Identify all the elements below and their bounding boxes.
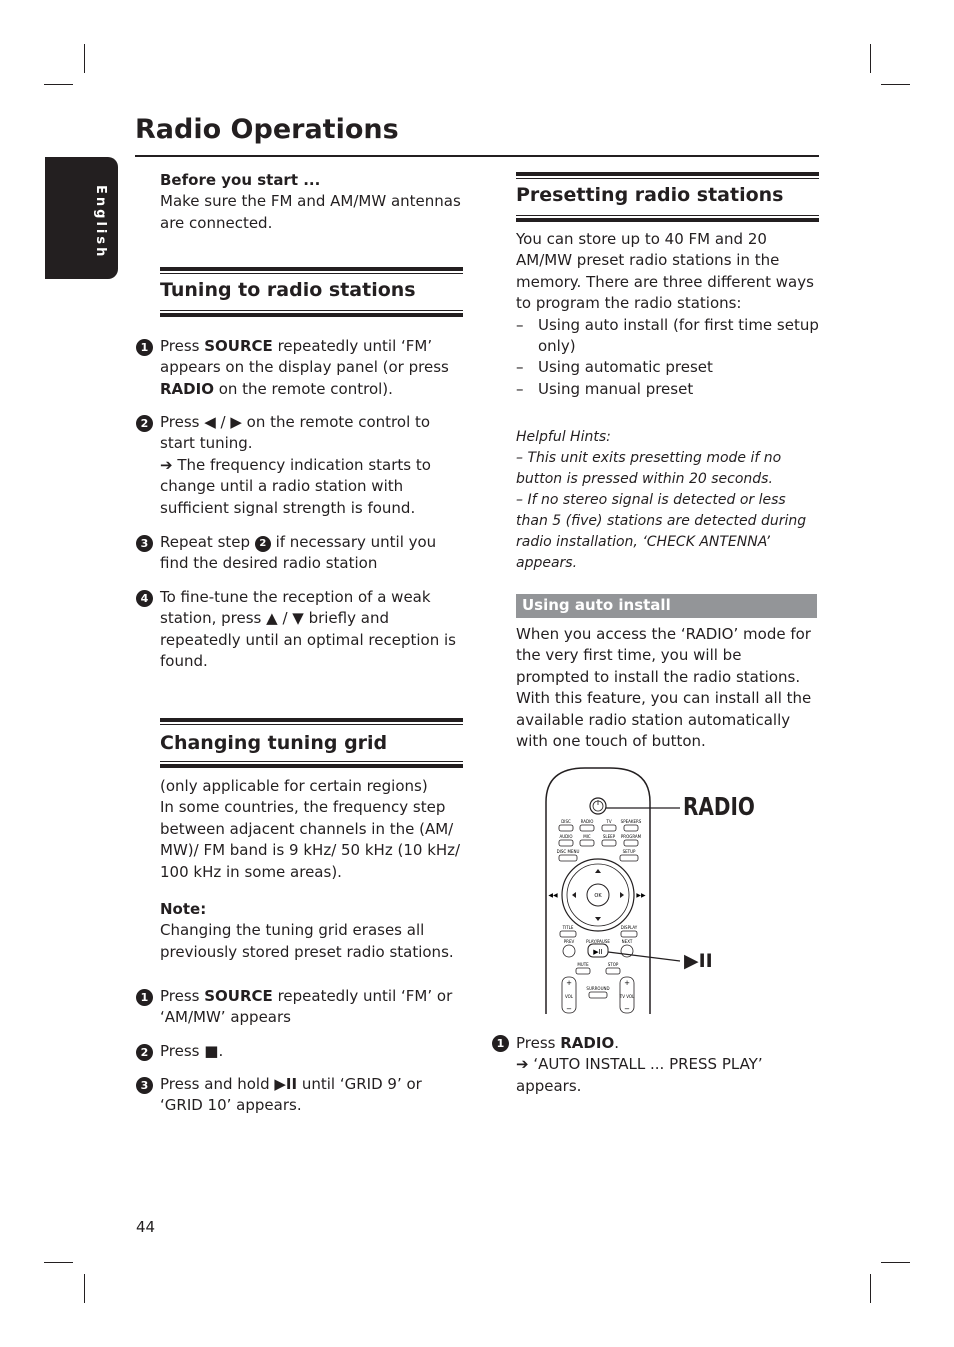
step-number: 1 bbox=[492, 1035, 509, 1052]
remote-label: PREV bbox=[563, 939, 575, 944]
crop-mark bbox=[881, 84, 910, 85]
list-item: – Using automatic preset bbox=[516, 357, 819, 378]
remote-label: TV VOL bbox=[619, 994, 635, 999]
language-label: English bbox=[93, 185, 108, 260]
stop-icon: ■ bbox=[204, 1042, 219, 1060]
crop-mark bbox=[870, 44, 871, 73]
presetting-section-header bbox=[516, 172, 819, 222]
remote-label: PROGRAM bbox=[620, 834, 642, 839]
play-pause-icon: ▶II bbox=[274, 1075, 298, 1093]
svg-text:▶II: ▶II bbox=[593, 948, 603, 956]
remote-label: DISC MENU bbox=[556, 849, 580, 854]
step-number: 2 bbox=[136, 1044, 153, 1061]
step-number: 1 bbox=[136, 339, 153, 356]
svg-text:◀◀: ◀◀ bbox=[548, 892, 558, 899]
tuning-step-4: To fine-tune the reception of a weak station, press ▲ / ▼ briefly and repeatedly until an optimal reception is found. bbox=[160, 588, 456, 671]
remote-label: NEXT bbox=[621, 939, 633, 944]
remote-label: MIC bbox=[583, 834, 591, 839]
step-number: 4 bbox=[136, 590, 153, 607]
note-text: Changing the tuning grid erases all previously stored preset radio stations. bbox=[160, 921, 454, 961]
title-rule bbox=[135, 155, 819, 157]
step-ref-icon: 2 bbox=[255, 536, 271, 552]
ok-label: OK bbox=[594, 893, 602, 899]
note-label: Note: bbox=[160, 900, 207, 919]
step-number: 3 bbox=[136, 535, 153, 552]
remote-label: SLEEP bbox=[602, 834, 616, 839]
grid-intro-block: (only applicable for certain regions) In some countries, the frequency step between adjacent channels in the (AM/ MW)/ FM band is 9 kHz/ 50 kHz (10 kHz/ 100 kHz in some areas). Note: Changing the tuning grid erases all previously stored preset radio stations. bbox=[160, 776, 465, 963]
step-number: 3 bbox=[136, 1077, 153, 1094]
remote-label: DISPLAY bbox=[620, 925, 638, 930]
svg-text:+: + bbox=[624, 979, 630, 987]
crop-mark bbox=[881, 1262, 910, 1263]
remote-label: TITLE bbox=[562, 925, 574, 930]
grid-step-3: Press and hold ▶II until ‘GRID 9’ or ‘GRID 10’ appears. bbox=[160, 1075, 422, 1115]
arrow-right-icon: ➔ bbox=[160, 455, 178, 474]
language-tab bbox=[45, 157, 118, 279]
tuning-step-1: Press SOURCE repeatedly until ‘FM’ appears on the display panel (or press RADIO on the remote control). bbox=[160, 337, 449, 398]
tuning-step-2: Press ◀ / ▶ on the remote control to start tuning. ➔ The frequency indication starts to change until a radio station with sufficient signal strength is found. bbox=[160, 413, 431, 517]
presetting-heading: Presetting radio stations bbox=[516, 184, 784, 206]
before-start-text: Make sure the FM and AM/MW antennas are connected. bbox=[160, 192, 461, 232]
tuning-step-3: Repeat step 2 if necessary until you find the desired radio station bbox=[160, 533, 437, 573]
auto-install-subheading: Using auto install bbox=[516, 594, 817, 618]
page-title: Radio Operations bbox=[135, 114, 399, 145]
crop-mark bbox=[870, 1274, 871, 1303]
remote-label: DISC bbox=[561, 819, 571, 824]
remote-label: MUTE bbox=[577, 962, 589, 967]
auto-install-text: When you access the ‘RADIO’ mode for the very first time, you will be prompted to install the radio stations. With this feature, you can install all the available radio station automatically with one touch of button. bbox=[516, 625, 812, 751]
svg-text:▶▶: ▶▶ bbox=[636, 892, 646, 899]
tuning-heading: Tuning to radio stations bbox=[160, 279, 416, 301]
presetting-list bbox=[516, 315, 819, 401]
before-start-heading: Before you start ... bbox=[160, 171, 321, 189]
step-number: 2 bbox=[136, 415, 153, 432]
list-item: – Using manual preset bbox=[516, 379, 819, 400]
remote-label: RADIO bbox=[580, 819, 594, 824]
crop-mark bbox=[84, 1274, 85, 1303]
list-item: – Using auto install (for first time setup only) bbox=[516, 315, 819, 358]
before-start-block bbox=[160, 170, 465, 234]
tuning-section-header bbox=[160, 267, 463, 317]
radio-callout-label: RADIO bbox=[683, 792, 755, 821]
remote-label: SETUP bbox=[622, 849, 636, 854]
svg-text:+: + bbox=[566, 979, 572, 987]
play-pause-callout-icon: ▶II bbox=[684, 950, 713, 972]
presetting-block: You can store up to 40 FM and 20 AM/MW preset radio stations in the memory. There are three different ways to program the radio stations: – Using auto install (for first time setup only) – Using automatic preset – Using manual preset bbox=[516, 229, 819, 400]
arrow-right-icon: ➔ bbox=[516, 1055, 534, 1074]
crop-mark bbox=[84, 44, 85, 73]
helpful-hints: Helpful Hints: – This unit exits presetting mode if no button is pressed within 20 seconds. – If no stereo signal is detected or less than 5 (five) stations are detected during radio installation, ‘CHECK ANTENNA’ appears. bbox=[516, 429, 807, 571]
grid-section-header bbox=[160, 718, 463, 768]
grid-step-2: Press ■. bbox=[160, 1042, 224, 1060]
crop-mark bbox=[44, 84, 73, 85]
remote-label: AUDIO bbox=[559, 834, 573, 839]
auto-install-step-1: Press RADIO. ➔ ‘AUTO INSTALL ... PRESS PLAY’ appears. bbox=[516, 1034, 763, 1095]
svg-text:−: − bbox=[566, 1005, 572, 1013]
svg-text:−: − bbox=[624, 1005, 630, 1013]
remote-label: PLAY/PAUSE bbox=[586, 939, 610, 944]
remote-label: STOP bbox=[607, 962, 619, 967]
remote-label: SPEAKERS bbox=[620, 819, 642, 824]
step-number: 1 bbox=[136, 989, 153, 1006]
remote-label: VOL bbox=[564, 994, 574, 999]
grid-step-1: Press SOURCE repeatedly until ‘FM’ or ‘AM/MW’ appears bbox=[160, 987, 453, 1027]
remote-label: SURROUND bbox=[586, 986, 610, 991]
grid-heading: Changing tuning grid bbox=[160, 732, 388, 754]
remote-label: TV bbox=[606, 819, 612, 824]
crop-mark bbox=[44, 1262, 73, 1263]
page-number: 44 bbox=[136, 1218, 156, 1236]
